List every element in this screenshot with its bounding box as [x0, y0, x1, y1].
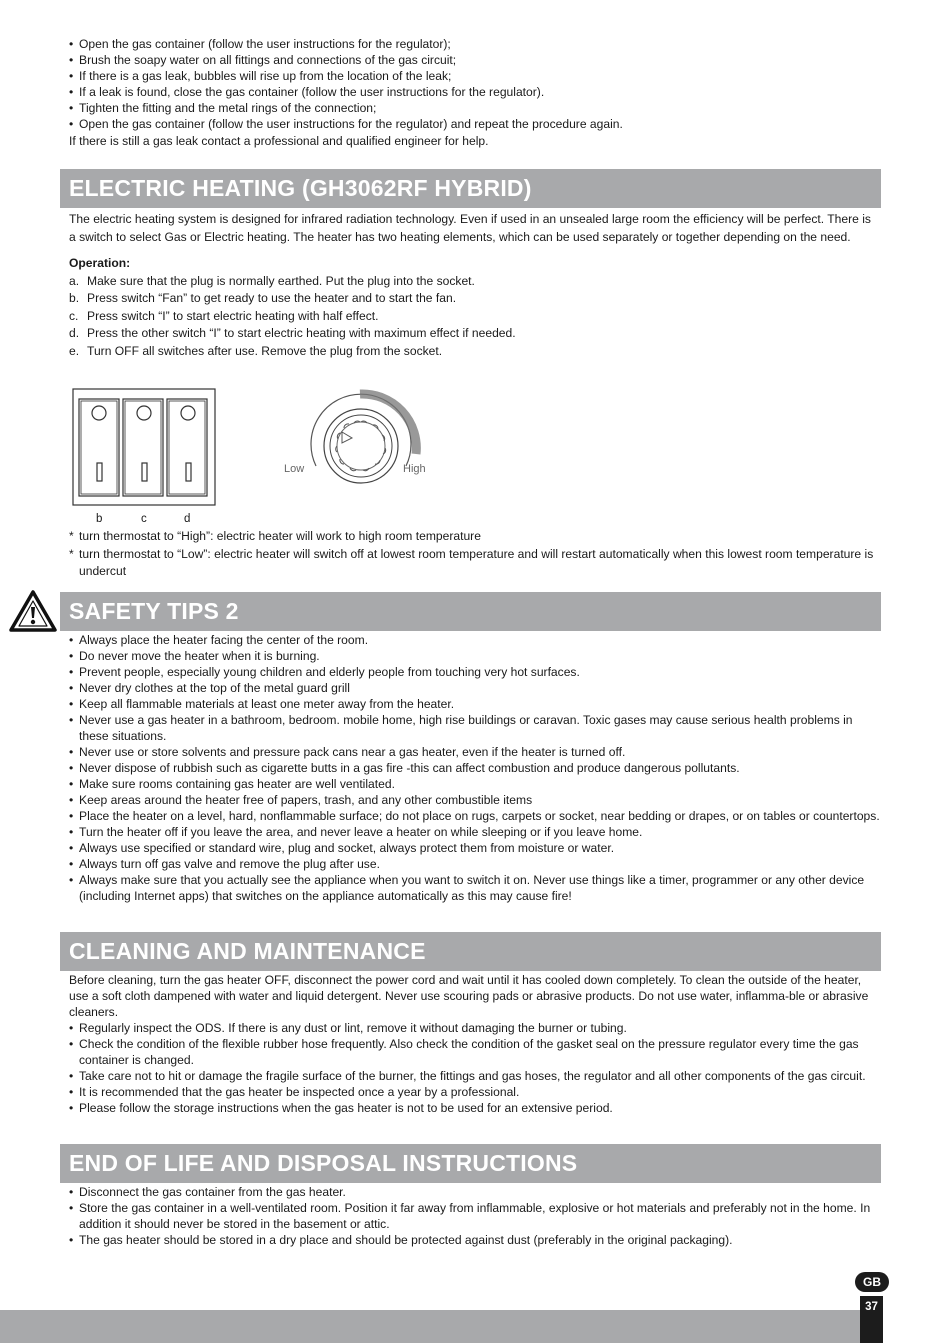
list-item: • Prevent people, especially young children and elderly people from touching very hot surfaces.	[69, 664, 881, 680]
step-text: Press switch “Fan” to get ready to use the heater and to start the fan.	[87, 291, 457, 305]
step-marker: a.	[69, 273, 80, 288]
dial-label-high: High	[403, 463, 426, 475]
safety-tips-heading: SAFETY TIPS 2	[60, 592, 881, 631]
step-text: Turn OFF all switches after use. Remove the plug from the socket.	[87, 343, 443, 358]
leak-test-section	[69, 36, 881, 149]
electric-heating-paragraph: The electric heating system is designed for infrared radiation technology. Even if used in an unsealed large room the efficiency will be perfect. There is a switch to select Gas or Electric heating. The heater has two heating elements, which can be used separately or together depending on the need.	[69, 212, 871, 244]
operation-step	[69, 308, 881, 326]
note-item	[69, 546, 881, 581]
language-badge: GB	[855, 1272, 889, 1292]
disposal-section	[69, 1184, 881, 1248]
list-item: • Brush the soapy water on all fittings and connections of the gas circuit;	[69, 52, 881, 68]
step-text: Press the other switch “I” to start electric heating with maximum effect if needed.	[87, 326, 516, 340]
switch-c-icon	[123, 399, 163, 496]
list-item: • It is recommended that the gas heater be inspected once a year by a professional.	[69, 1084, 881, 1100]
step-marker: b.	[69, 291, 80, 305]
list-item: • If there is a gas leak, bubbles will rise up from the location of the leak;	[69, 68, 881, 84]
list-item: • If a leak is found, close the gas container (follow the user instructions for the regulator).	[69, 84, 881, 100]
step-marker: d.	[69, 326, 80, 340]
footer-bar	[0, 1310, 860, 1343]
list-item: • Never use or store solvents and pressure pack cans near a gas heater, even if the heater is turned off.	[69, 744, 881, 760]
list-item: • Do never move the heater when it is burning.	[69, 648, 881, 664]
note-text: turn thermostat to “Low”: electric heater will switch off at lowest room temperature and will restart automatically when this lowest room temperature is undercut	[79, 546, 874, 578]
list-item: • Make sure rooms containing gas heater are well ventilated.	[69, 776, 881, 792]
list-item: • Open the gas container (follow the user instructions for the regulator) and repeat the procedure again.	[69, 116, 881, 132]
note-marker: *	[69, 546, 74, 561]
list-item: • Disconnect the gas container from the gas heater.	[69, 1184, 881, 1200]
switch-label-d: d	[184, 513, 191, 525]
note-text: turn thermostat to “High”: electric heater will work to high room temperature	[79, 529, 481, 543]
thermostat-notes	[69, 528, 881, 581]
disposal-heading: END OF LIFE AND DISPOSAL INSTRUCTIONS	[60, 1144, 881, 1183]
page-number: 37	[860, 1296, 883, 1343]
step-marker: e.	[69, 343, 80, 358]
list-item: • Check the condition of the flexible rubber hose frequently. Also check the condition of the gasket seal on the pressure regulator every time the gas container is changed.	[69, 1036, 881, 1068]
operation-step	[69, 343, 881, 361]
list-item: • Always make sure that you actually see the appliance when you want to switch it on. Never use things like a timer, programmer or any other device (including Internet apps) that switches on the appliance automatically as this may cause fire!	[69, 872, 881, 904]
cleaning-paragraph: Before cleaning, turn the gas heater OFF, disconnect the power cord and wait until it has cooled down completely. To clean the outside of the heater, use a soft cloth dampened with water and liquid detergent. Never use scouring pads or abrasive products. Do not use water, inflamma-ble or abrasive cleaners.	[69, 973, 869, 1019]
list-item: • Store the gas container in a well-ventilated room. Position it far away from inflammable, explosive or hot materials and preferably not in the home. In addition it should never be stored in the basement or attic.	[69, 1200, 881, 1232]
list-item: • Never dispose of rubbish such as cigarette butts in a gas fire -this can affect combustion and produce dangerous pollutants.	[69, 760, 881, 776]
switch-d-icon	[167, 399, 207, 496]
switch-label-b: b	[96, 513, 103, 525]
list-item: • Turn the heater off if you leave the area, and never leave a heater on while sleeping or if you leave home.	[69, 824, 881, 840]
operation-title: Operation:	[69, 256, 131, 270]
operation-step	[69, 325, 881, 343]
step-text: Make sure that the plug is normally earthed. Put the plug into the socket.	[87, 273, 475, 288]
dial-pointer-icon	[342, 432, 352, 443]
leak-test-closing-text: If there is still a gas leak contact a professional and qualified engineer for help.	[69, 134, 489, 148]
step-text: Press switch “I” to start electric heating with half effect.	[87, 308, 379, 323]
cleaning-heading: CLEANING AND MAINTENANCE	[60, 932, 881, 971]
list-item: • Always turn off gas valve and remove the plug after use.	[69, 856, 881, 872]
list-item: • The gas heater should be stored in a dry place and should be protected against dust (preferably in the original packaging).	[69, 1232, 881, 1248]
list-item: • Tighten the fitting and the metal rings of the connection;	[69, 100, 881, 116]
list-item: • Keep all flammable materials at least one meter away from the heater.	[69, 696, 881, 712]
list-item: • Regularly inspect the ODS. If there is any dust or lint, remove it without damaging the burner or tubing.	[69, 1020, 881, 1036]
electric-heating-heading: ELECTRIC HEATING (GH3062RF HYBRID)	[60, 169, 881, 208]
list-item: • Never use a gas heater in a bathroom, bedroom. mobile home, high rise buildings or caravan. Toxic gases may cause serious health problems in these situations.	[69, 712, 881, 744]
operation-step	[69, 273, 881, 291]
list-item: • Place the heater on a level, hard, nonflammable surface; do not place on rugs, carpets or socket, near bedding or drapes, or on tables or countertops.	[69, 808, 881, 824]
list-item: • Always place the heater facing the center of the room.	[69, 632, 881, 648]
list-item: • Open the gas container (follow the user instructions for the regulator);	[69, 36, 881, 52]
switch-b-icon	[79, 399, 119, 496]
list-item: • Take care not to hit or damage the fragile surface of the burner, the fittings and gas hoses, the regulator and all other components of the gas circuit.	[69, 1068, 881, 1084]
step-marker: c.	[69, 308, 79, 323]
dial-label-low: Low	[284, 463, 305, 475]
note-item	[69, 528, 881, 546]
cleaning-section	[69, 972, 881, 1116]
warning-triangle-icon	[8, 589, 58, 633]
thermostat-dial-illustration	[298, 388, 428, 498]
safety-tips-list	[69, 632, 881, 904]
switch-label-c: c	[141, 513, 147, 525]
operation-step	[69, 290, 881, 308]
list-item: • Keep areas around the heater free of papers, trash, and any other combustible items	[69, 792, 881, 808]
list-item: • Never dry clothes at the top of the metal guard grill	[69, 680, 881, 696]
switch-panel-illustration	[70, 386, 220, 510]
list-item: • Always use specified or standard wire, plug and socket, always protect them from moisture or water.	[69, 840, 881, 856]
note-marker: *	[69, 529, 74, 543]
list-item: • Please follow the storage instructions when the gas heater is not to be used for an extensive period.	[69, 1100, 881, 1116]
electric-heating-section	[69, 211, 881, 360]
